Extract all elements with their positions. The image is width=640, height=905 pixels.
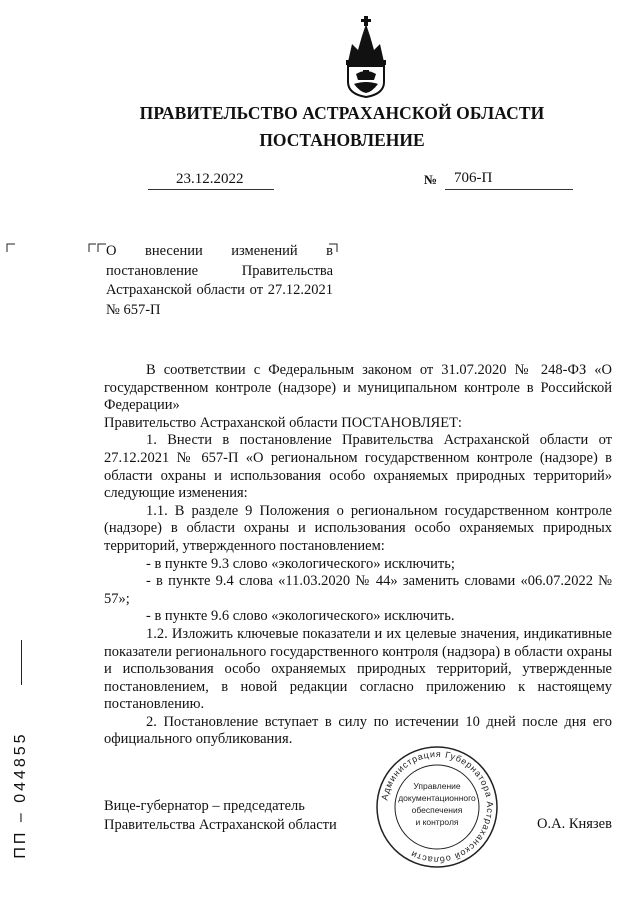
- stamp-line-4: и контроля: [415, 817, 459, 827]
- item-1-1: 1.1. В разделе 9 Положения о региональном государственном контроле (надзоре) в области охраны и использования особо охраняемых природных территорий, утвержденного постановлением:: [104, 502, 612, 554]
- stamp-line-3: обеспечения: [411, 805, 463, 815]
- item-2: 2. Постановление вступает в силу по истечении 10 дней после дня его официального опубликования.: [104, 713, 612, 748]
- item-1-2: 1.2. Изложить ключевые показатели и их целевые значения, индикативные показатели регионального государственного контроля (надзора) в области охраны и использования особо охраняемых природных территорий, утвержденные постановлением, в новой редакции согласно приложению к настоящему постановлению.: [104, 625, 612, 713]
- item-1: 1. Внести в постановление Правительства Астраханской области от 27.12.2021 № 657-П «О региональном государственном контроле (надзоре) в области охраны и использования особо охраняемых природных территорий» следующие изменения:: [104, 432, 612, 502]
- corner-mark-icon: [88, 243, 108, 253]
- bullet-9-6: - в пункте 9.6 слово «экологического» исключить.: [146, 608, 455, 625]
- corner-mark-icon: [6, 243, 16, 253]
- document-date: 23.12.2022: [176, 171, 244, 187]
- resolves-line: Правительство Астраханской области ПОСТАНОВЛЯЕТ:: [104, 414, 462, 431]
- side-serial-number: ПП – 044855: [12, 731, 29, 859]
- stamp-line-1: Управление: [413, 781, 461, 791]
- stamp-line-2: документационного: [398, 793, 476, 803]
- stamp-ring-text: Администрация Губернатора Астраханской области: [379, 748, 496, 866]
- official-stamp: [375, 745, 499, 869]
- margin-bar: [21, 640, 22, 685]
- coat-of-arms-icon: [342, 10, 390, 98]
- document-type: ПОСТАНОВЛЕНИЕ: [259, 130, 425, 150]
- number-underline: [445, 189, 573, 190]
- preamble: В соответствии с Федеральным законом от 31.07.2020 № 248-ФЗ «О государственном контроле (надзоре) и муниципальном контроле в Российской Федерации»: [104, 362, 612, 414]
- government-title: ПРАВИТЕЛЬСТВО АСТРАХАНСКОЙ ОБЛАСТИ: [139, 103, 545, 123]
- date-underline: [148, 189, 274, 190]
- document-subject: О внесении изменений в постановление Правительства Астраханской области от 27.12.2021 № 657-П: [106, 243, 333, 318]
- document-number: 706-П: [454, 170, 493, 186]
- signatory-position: Вице-губернатор – председатель Правительства Астраханской области: [104, 798, 337, 833]
- bullet-9-3: - в пункте 9.3 слово «экологического» исключить;: [146, 555, 455, 572]
- document-body: [104, 362, 612, 749]
- bullet-9-4: - в пункте 9.4 слова «11.03.2020 № 44» заменить словами «06.07.2022 № 57»;: [104, 573, 612, 607]
- number-sign: №: [424, 172, 438, 187]
- signatory-name: О.А. Князев: [537, 816, 612, 832]
